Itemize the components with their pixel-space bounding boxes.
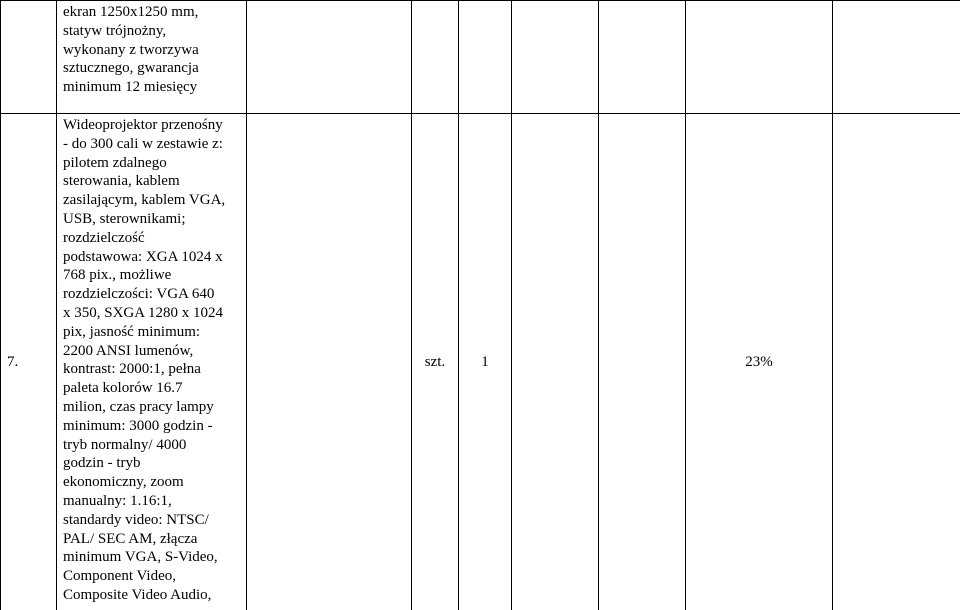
unit-cell <box>412 1 459 114</box>
description-line: standardy video: NTSC/ <box>63 511 240 530</box>
blank-cell <box>247 1 412 114</box>
description-line: godzin - tryb <box>63 454 240 473</box>
table-row <box>1 114 960 610</box>
description-line: minimum 12 miesięcy <box>63 78 240 97</box>
description-cell <box>57 1 247 114</box>
description-line: sterowania, kablem <box>63 172 240 191</box>
description-line: - do 300 cali w zestawie z: <box>63 135 240 154</box>
description-line: Component Video, <box>63 567 240 586</box>
blank-cell <box>247 114 412 610</box>
description-line: x 350, SXGA 1280 x 1024 <box>63 304 240 323</box>
description-line: wykonany z tworzywa <box>63 41 240 60</box>
description-line: Composite Video Audio, <box>63 586 240 605</box>
vat-cell: 23% <box>686 114 833 610</box>
blank-cell <box>833 1 960 114</box>
description-line: podstawowa: XGA 1024 x <box>63 248 240 267</box>
description-line: USB, sterownikami; <box>63 210 240 229</box>
blank-cell <box>599 1 686 114</box>
vat-cell <box>686 1 833 114</box>
lp-cell: 7. <box>1 114 57 610</box>
description-line: PAL/ SEC AM, złącza <box>63 530 240 549</box>
table-row <box>1 1 960 114</box>
description-line: ekonomiczny, zoom <box>63 473 240 492</box>
description-line: pix, jasność minimum: <box>63 323 240 342</box>
description-line: paleta kolorów 16.7 <box>63 379 240 398</box>
blank-cell <box>512 114 599 610</box>
description-line: rozdzielczość <box>63 229 240 248</box>
description-line: pilotem zdalnego <box>63 154 240 173</box>
blank-cell <box>599 114 686 610</box>
description-line: milion, czas pracy lampy <box>63 398 240 417</box>
description-line: minimum VGA, S-Video, <box>63 548 240 567</box>
description-line: statyw trójnożny, <box>63 22 240 41</box>
quantity-cell <box>459 1 512 114</box>
description-line: 2200 ANSI lumenów, <box>63 342 240 361</box>
blank-cell <box>833 114 960 610</box>
description-line: 768 pix., możliwe <box>63 266 240 285</box>
description-cell <box>57 114 247 610</box>
description-line: ekran 1250x1250 mm, <box>63 3 240 22</box>
description-line: sztucznego, gwarancja <box>63 59 240 78</box>
unit-cell: szt. <box>412 114 459 610</box>
quantity-cell: 1 <box>459 114 512 610</box>
description-line: Wideoprojektor przenośny <box>63 116 240 135</box>
lp-cell <box>1 1 57 114</box>
description-line: rozdzielczości: VGA 640 <box>63 285 240 304</box>
description-line: zasilającym, kablem VGA, <box>63 191 240 210</box>
description-line: kontrast: 2000:1, pełna <box>63 360 240 379</box>
description-line: manualny: 1.16:1, <box>63 492 240 511</box>
description-line: minimum: 3000 godzin - <box>63 417 240 436</box>
description-line: tryb normalny/ 4000 <box>63 436 240 455</box>
blank-cell <box>512 1 599 114</box>
